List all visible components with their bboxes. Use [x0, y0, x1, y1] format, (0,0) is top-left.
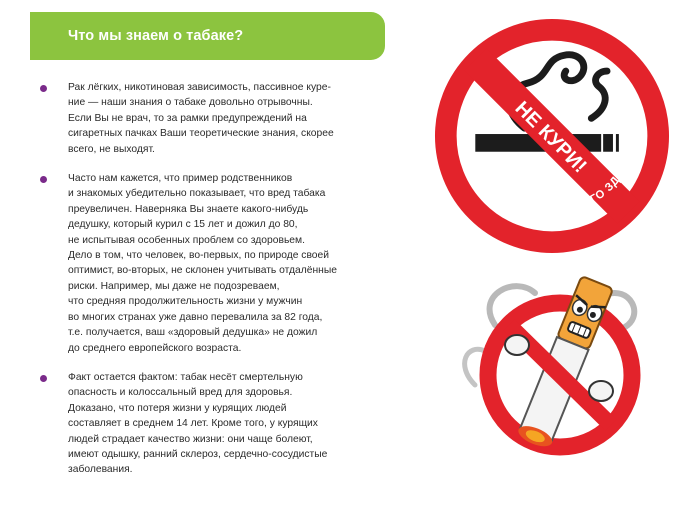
bullet-icon [40, 176, 47, 183]
sign-band-text: НЕ КУРИ! [510, 97, 591, 178]
section-title: Что мы знаем о табаке? [68, 28, 244, 44]
paragraph-3: Факт остается фактом: табак несёт смертельную опасность и колоссальный вред для здоровья. Доказано, что потеря жизни у курящих людей составляет в среднем 14 лет. Кроме того, у курящих людей страдает качество жизни: они чаще болеют, имеют одышку, ранний склероз, сердечно-сосудистые заболевания. [68, 371, 328, 476]
section-header [30, 12, 385, 60]
bullet-icon [40, 375, 47, 382]
no-smoking-icon [434, 18, 670, 254]
list-item [40, 171, 380, 356]
text-column [40, 80, 380, 492]
list-item [40, 80, 380, 157]
paragraph-1: Рак лёгких, никотиновая зависимость, пассивное куре- ние — наши знания о табаке довольно отрывочны. Если Вы не врач, то за рамки предупреждений на сигаретных пачках Ваши теоретические знания, скорее всего, не выходят. [68, 82, 334, 155]
list-item [40, 370, 380, 478]
bullet-icon [40, 85, 47, 92]
sign-arc-text: РАДИ ТВОЕГО И МОЕГО ЗДОРОВЬЯ [477, 130, 640, 217]
angry-cigarette-prohibition-icon [455, 265, 655, 465]
paragraph-2: Часто нам кажется, что пример родственников и знакомых убедительно показывает, что вред табака преувеличен. Наверняка Вы знаете какого-нибудь дедушку, который курил с 15 лет и дожил до 80, не испытывая особенных проблем со здоровьем. Дело в том, что человек, во-первых, по природе своей оптимист, во-вторых, не склонен учитывать отдалённые риски. Например, мы даже не подозреваем, что средняя продолжительность жизни у мужчин во многих странах уже давно перевалила за 82 года, т.е. получается, ваш «здоровый дедушка» не дожил до среднего европейского возраста. [68, 173, 338, 354]
